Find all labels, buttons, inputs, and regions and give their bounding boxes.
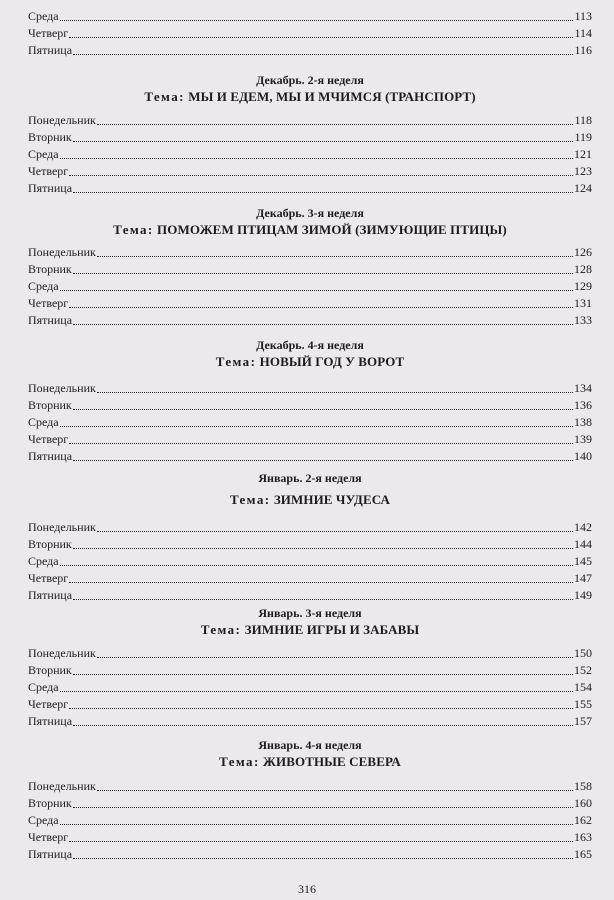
toc-section-december-week3 (28, 205, 592, 329)
dot-leader (97, 531, 573, 532)
dot-leader (60, 824, 573, 825)
toc-entry (28, 112, 592, 129)
dot-leader (73, 192, 573, 193)
toc-section-january-week4 (28, 737, 592, 863)
toc-entry (28, 414, 592, 431)
toc-entry-page: 149 (574, 588, 592, 602)
toc-entry (28, 679, 592, 696)
dot-leader (73, 324, 573, 325)
toc-entry-page: 118 (574, 113, 592, 127)
toc-entry (28, 553, 592, 570)
theme-label: Тема: (144, 89, 185, 104)
theme-heading (28, 353, 592, 373)
theme-label: Тема: (113, 222, 154, 237)
toc-entry (28, 587, 592, 604)
toc-entry (28, 519, 592, 536)
toc-entry-page: 142 (574, 520, 592, 534)
toc-entry-day: Пятница (28, 181, 73, 195)
week-heading: Декабрь. 2-я неделя (256, 73, 364, 87)
toc-entry-day: Вторник (28, 262, 72, 276)
toc-section-december-week4 (28, 337, 592, 465)
toc-entry (28, 180, 592, 197)
toc-entry-page: 136 (574, 398, 592, 412)
toc-entry (28, 570, 592, 587)
toc-entry-page: 158 (574, 779, 592, 793)
dot-leader (69, 37, 573, 38)
toc-entry-page: 121 (574, 147, 592, 161)
toc-entry-page: 138 (574, 415, 592, 429)
week-heading: Январь. 4-я неделя (258, 738, 362, 752)
theme-label: Тема: (215, 354, 257, 369)
toc-entry (28, 713, 592, 730)
toc-entry (28, 829, 592, 846)
toc-entry-day: Вторник (28, 663, 72, 677)
week-heading: Январь. 2-я неделя (258, 471, 362, 485)
toc-entry-day: Понедельник (28, 381, 96, 395)
toc-entry-page: 133 (574, 313, 592, 327)
toc-entry (28, 448, 592, 465)
toc-entry-day: Вторник (28, 537, 72, 551)
toc-entry-page: 131 (574, 296, 592, 310)
dot-leader (73, 273, 573, 274)
toc-entry (28, 696, 592, 713)
dot-leader (69, 443, 573, 444)
theme-heading (28, 88, 592, 108)
dot-leader (97, 392, 573, 393)
toc-entry-day: Понедельник (28, 646, 96, 660)
toc-entry-day: Четверг (28, 164, 69, 178)
toc-entry-page: 113 (574, 9, 592, 23)
dot-leader (73, 599, 573, 600)
toc-entry-page: 139 (574, 432, 592, 446)
toc-section-january-week3 (28, 605, 592, 730)
dot-leader (60, 565, 573, 566)
toc-entry-page: 144 (574, 537, 592, 551)
toc-entry-day: Четверг (28, 571, 69, 585)
dot-leader (60, 426, 573, 427)
toc-entry-day: Вторник (28, 130, 72, 144)
toc-entry-page: 128 (574, 262, 592, 276)
toc-entry (28, 662, 592, 679)
toc-entry (28, 778, 592, 795)
toc-entry-day: Понедельник (28, 245, 96, 259)
toc-entry-day: Среда (28, 554, 59, 568)
toc-entry-day: Понедельник (28, 779, 96, 793)
toc-section-january-week2 (28, 470, 592, 604)
toc-entry (28, 536, 592, 553)
dot-leader (69, 307, 573, 308)
theme-label: Тема: (229, 492, 271, 507)
dot-leader (73, 141, 574, 142)
toc-entry-page: 150 (574, 646, 592, 660)
dot-leader (73, 807, 573, 808)
dot-leader (69, 708, 573, 709)
toc-entry-page: 154 (574, 680, 592, 694)
toc-entry-day: Среда (28, 680, 59, 694)
toc-entry-day: Вторник (28, 398, 72, 412)
toc-entry-page: 140 (574, 449, 592, 463)
toc-entry-day: Понедельник (28, 520, 96, 534)
toc-entry-page: 162 (574, 813, 592, 827)
dot-leader (73, 548, 573, 549)
toc-entry-page: 157 (574, 714, 592, 728)
toc-entry-day: Понедельник (28, 113, 96, 127)
toc-entry (28, 278, 592, 295)
dot-leader (97, 124, 574, 125)
dot-leader (60, 691, 573, 692)
toc-entry (28, 8, 592, 25)
toc-entry (28, 244, 592, 261)
dot-leader (73, 409, 573, 410)
toc-entry-page: 147 (574, 571, 592, 585)
toc-entry-page: 163 (574, 830, 592, 844)
toc-entry-day: Среда (28, 415, 59, 429)
toc-entry-page: 152 (574, 663, 592, 677)
toc-entry-day: Пятница (28, 43, 73, 57)
toc-entry-page: 119 (574, 130, 592, 144)
toc-entry-day: Пятница (28, 313, 73, 327)
theme-heading (28, 753, 592, 773)
toc-entry (28, 397, 592, 414)
dot-leader (97, 657, 573, 658)
toc-entry (28, 431, 592, 448)
toc-entry (28, 380, 592, 397)
toc-entry-day: Пятница (28, 714, 73, 728)
toc-entry-day: Среда (28, 147, 59, 161)
toc-entry-day: Среда (28, 813, 59, 827)
toc-entry (28, 795, 592, 812)
theme-title: НОВЫЙ ГОД У ВОРОТ (259, 354, 405, 369)
toc-entry-day: Четверг (28, 697, 69, 711)
toc-entry (28, 146, 592, 163)
theme-heading (28, 621, 592, 641)
theme-heading (28, 221, 592, 241)
theme-label: Тема: (200, 622, 242, 637)
toc-continued-entries (28, 8, 592, 59)
week-heading: Январь. 3-я неделя (258, 606, 362, 620)
toc-entry (28, 42, 592, 59)
toc-entry-page: 145 (574, 554, 592, 568)
toc-entry (28, 25, 592, 42)
dot-leader (60, 20, 574, 21)
toc-entry-day: Четверг (28, 26, 69, 40)
dot-leader (73, 858, 573, 859)
dot-leader (73, 725, 573, 726)
dot-leader (73, 54, 573, 55)
theme-label: Тема: (219, 754, 260, 769)
toc-entry-page: 129 (574, 279, 592, 293)
toc-entry-page: 126 (574, 245, 592, 259)
toc-entry-day: Пятница (28, 449, 73, 463)
toc-entry (28, 295, 592, 312)
toc-entry-page: 124 (574, 181, 592, 195)
dot-leader (69, 175, 573, 176)
dot-leader (73, 674, 573, 675)
dot-leader (73, 460, 573, 461)
toc-entry-page: 114 (574, 26, 592, 40)
toc-entry-day: Пятница (28, 847, 73, 861)
theme-title: ЗИМНИЕ ЧУДЕСА (273, 492, 391, 507)
toc-entry-day: Четверг (28, 296, 69, 310)
week-heading: Декабрь. 4-я неделя (256, 338, 364, 352)
toc-entry (28, 645, 592, 662)
theme-title: ПОМОЖЕМ ПТИЦАМ ЗИМОЙ (ЗИМУЮЩИЕ ПТИЦЫ) (157, 222, 507, 237)
toc-entry-page: 155 (574, 697, 592, 711)
toc-section-december-week2 (28, 72, 592, 197)
week-heading: Декабрь. 3-я неделя (256, 206, 364, 220)
toc-entry-day: Вторник (28, 796, 72, 810)
dot-leader (60, 290, 573, 291)
toc-entry (28, 812, 592, 829)
toc-entry-day: Четверг (28, 432, 69, 446)
dot-leader (69, 582, 573, 583)
theme-heading (28, 491, 592, 511)
theme-title: МЫ И ЕДЕМ, МЫ И МЧИМСЯ (ТРАНСПОРТ) (188, 89, 476, 104)
toc-entry (28, 846, 592, 863)
toc-entry (28, 312, 592, 329)
dot-leader (69, 841, 573, 842)
theme-title: ЖИВОТНЫЕ СЕВЕРА (263, 754, 401, 769)
toc-entry-page: 116 (574, 43, 592, 57)
toc-entry-page: 160 (574, 796, 592, 810)
toc-entry-day: Пятница (28, 588, 73, 602)
toc-entry-day: Четверг (28, 830, 69, 844)
toc-entry (28, 163, 592, 180)
page-number: 316 (298, 882, 316, 896)
dot-leader (97, 790, 573, 791)
toc-entry-page: 165 (574, 847, 592, 861)
toc-entry-page: 134 (574, 381, 592, 395)
dot-leader (60, 158, 573, 159)
dot-leader (97, 256, 573, 257)
theme-title: ЗИМНИЕ ИГРЫ И ЗАБАВЫ (244, 622, 420, 637)
toc-entry-page: 123 (574, 164, 592, 178)
toc-entry (28, 261, 592, 278)
toc-entry-day: Среда (28, 9, 59, 23)
toc-entry (28, 129, 592, 146)
toc-entry-day: Среда (28, 279, 59, 293)
